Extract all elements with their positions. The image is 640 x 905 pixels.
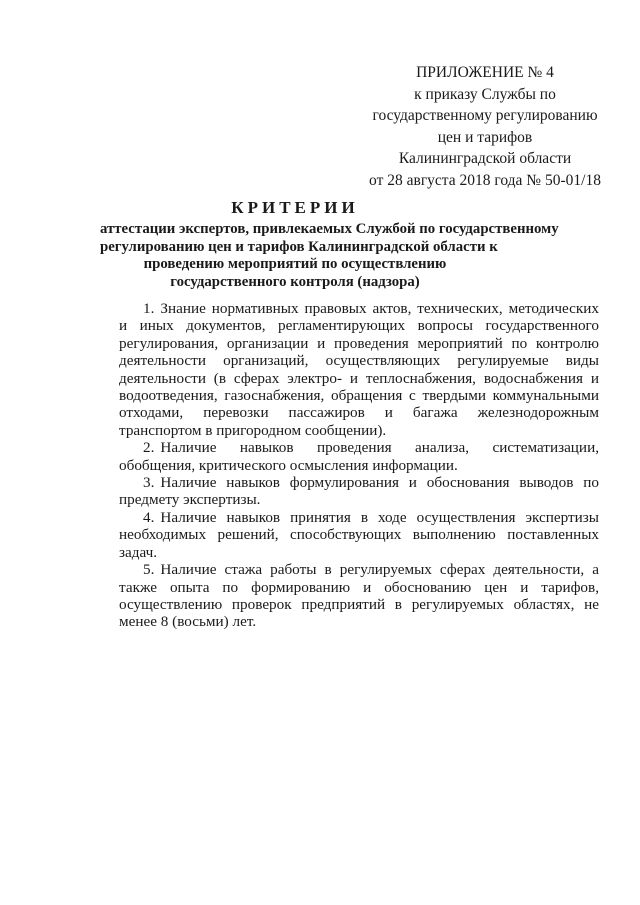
appendix-order-date: от 28 августа 2018 года № 50-01/18 [369, 171, 601, 189]
document-title: КРИТЕРИИ [231, 198, 359, 217]
criterion-number: 5. [143, 561, 155, 579]
subtitle-line: проведению мероприятий по осуществлению [143, 256, 447, 272]
subtitle-line: государственного контроля (надзора) [170, 273, 420, 290]
criterion-4 [119, 509, 599, 561]
criterion-number: 3. [143, 474, 155, 492]
appendix-order-ref: к приказу Службы по [414, 85, 556, 103]
appendix-service-name: государственному регулированию [372, 107, 598, 124]
document-subtitle [100, 221, 559, 291]
subtitle-line: аттестации экспертов, привлекаемых Службой по государственному [100, 221, 559, 237]
criterion-3 [119, 474, 599, 509]
appendix-header [360, 62, 610, 191]
appendix-region: Калининградской области [398, 150, 572, 167]
criterion-5 [119, 561, 599, 631]
criterion-text: Наличие навыков проведения анализа, систематизации, обобщения, критического осмысления информации. [119, 439, 599, 474]
criterion-1 [119, 300, 599, 439]
subtitle-line: регулированию цен и тарифов Калининградской области к [100, 238, 498, 255]
criterion-number: 2. [143, 439, 155, 457]
criterion-2 [119, 439, 599, 474]
criterion-text: Наличие навыков принятия в ходе осуществления экспертизы необходимых решений, способствующих выполнению поставленных задач. [119, 508, 599, 561]
appendix-number: ПРИЛОЖЕНИЕ № 4 [416, 64, 554, 81]
criterion-text: Наличие стажа работы в регулируемых сферах деятельности, а также опыта по формированию и обоснованию цен и тарифов, осуществлению проверок предприятий в регулируемых областях, не менее 8 (восьми) лет. [119, 561, 599, 631]
criterion-text: Наличие навыков формулирования и обоснования выводов по предмету экспертизы. [119, 474, 599, 509]
appendix-service-name-cont: цен и тарифов [437, 128, 533, 146]
criteria-list [119, 300, 599, 631]
criterion-text: Знание нормативных правовых актов, технических, методических и иных документов, регламентирующих вопросы государственного регулирования, организации и проведения мероприятий по контролю деятельности организаций, осуществляющих регулируемые виды деятельности (в сферах электро- и теплоснабжения, водоснабжения и водоотведения, газоснабжения, обращения с твердыми коммунальными отходами, перевозки пассажиров и багажа железнодорожным транспортом в пригородном сообщении). [119, 300, 599, 439]
criterion-number: 1. [143, 300, 155, 317]
criterion-number: 4. [143, 508, 155, 526]
